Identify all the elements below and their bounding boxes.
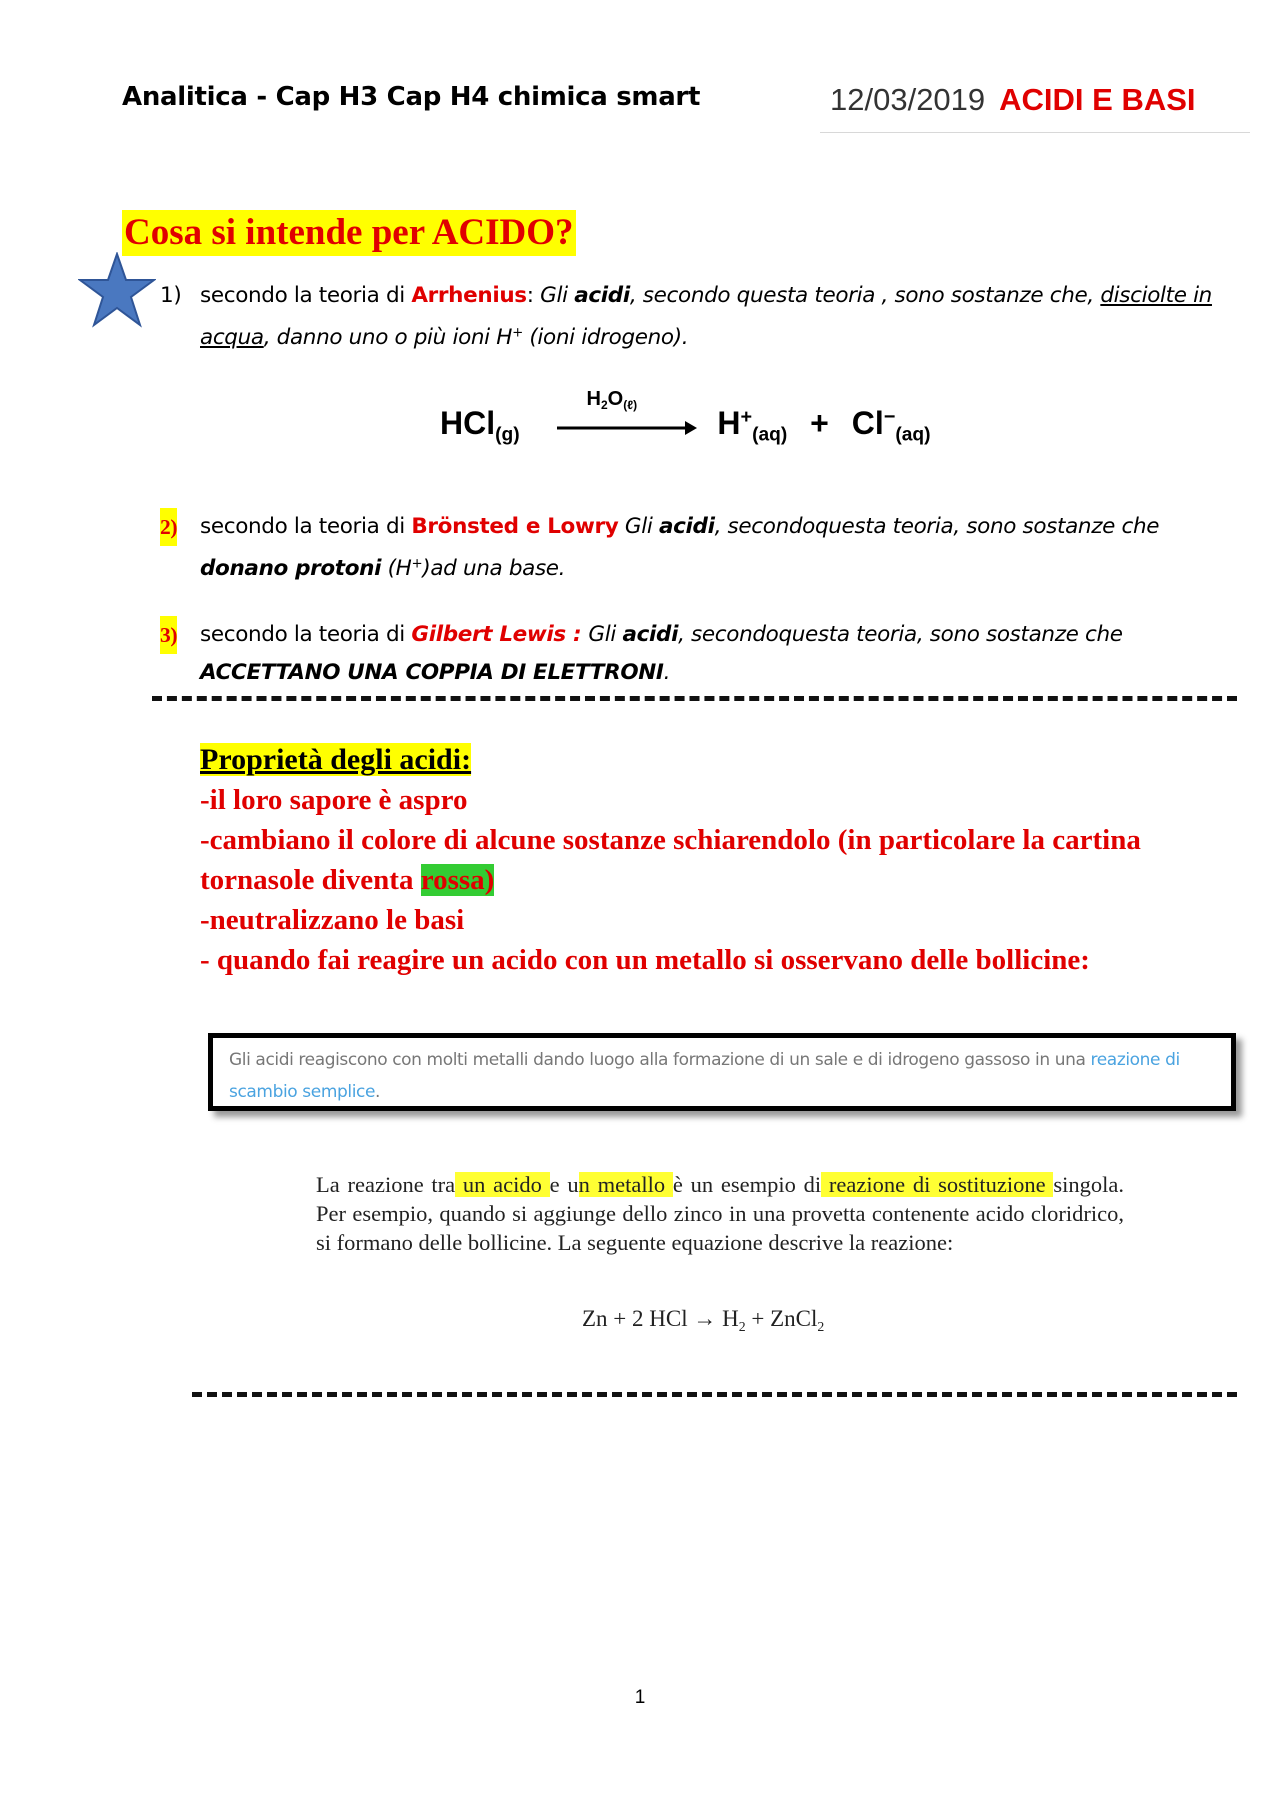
item-t3: , danno uno o più ioni H	[263, 325, 513, 351]
properties-heading: Proprietà degli acidi:	[200, 743, 472, 776]
property-line: -il loro sapore è aspro	[200, 784, 468, 816]
item-t3: (H	[381, 556, 412, 582]
item-acidi: acidi	[574, 283, 630, 308]
note-link[interactable]: reazione di scambio semplice	[229, 1050, 1180, 1102]
item-number: 3)	[160, 616, 177, 654]
theory-name: Brönsted e Lowry	[411, 514, 619, 539]
definition-bronsted-lowry	[160, 508, 1240, 588]
item-t4: (ioni idrogeno).	[522, 325, 689, 351]
eq-product2-state: (aq)	[895, 424, 931, 446]
page-number: 1	[634, 1687, 646, 1708]
item-number: 1)	[160, 283, 182, 308]
eq-reactant-state: (g)	[495, 424, 520, 446]
item-lead: secondo la teoria di	[200, 283, 412, 308]
dashed-separator	[152, 696, 1237, 701]
item-t2: , secondoquesta teoria, sono sostanze che	[678, 622, 1123, 647]
book-highlight: n metallo	[578, 1172, 673, 1197]
theory-name: Arrhenius	[411, 283, 527, 308]
arrow-label-sub: 2	[600, 397, 608, 412]
item-acidi: acidi	[622, 622, 679, 647]
note-text	[229, 1044, 1217, 1108]
book-highlight: un acido	[455, 1172, 550, 1197]
item-text	[200, 277, 1240, 357]
arrow-label	[587, 388, 638, 412]
property-line2: -cambiano il colore di alcune sostanze schiarendolo (in particolare la cartina tornasole diventa	[200, 824, 1141, 896]
eq-product2: Cl	[851, 405, 884, 441]
book-p4: singola. Per esempio, quando si aggiunge dello zinco in una provetta contenente acido cloridrico, si formano delle bollicine. La seguente equazione descrive la reazione:	[316, 1172, 1124, 1255]
metals-note-box	[208, 1033, 1236, 1111]
equation-hcl-dissociation	[440, 387, 931, 447]
arrow-icon	[557, 418, 697, 438]
item-t1: Gli	[618, 514, 659, 539]
header-rule	[820, 132, 1250, 133]
eq-plus: +	[810, 405, 829, 441]
item-t4: )ad una base.	[422, 556, 566, 582]
header-date: 12/03/2019	[830, 82, 986, 117]
definition-arrhenius	[160, 277, 1240, 357]
item-t1: Gli	[588, 622, 623, 647]
eq2-sub2: 2	[817, 1318, 825, 1334]
item-underlined: disciolte in acqua	[200, 283, 1212, 351]
eq-product1: H	[717, 405, 741, 441]
dashed-separator	[192, 1392, 1237, 1397]
book-p3: è un esempio di	[672, 1172, 822, 1197]
item-t3: .	[663, 660, 671, 685]
item-number: 2)	[160, 508, 177, 546]
reaction-arrow	[557, 387, 697, 442]
property-green-word: rossa)	[420, 864, 495, 896]
item-t2: , secondoquesta teoria, sono sostanze che	[714, 514, 1160, 539]
eq2-mid: + ZnCl	[745, 1306, 818, 1331]
eq-product1-state: (aq)	[752, 424, 788, 446]
book-excerpt	[316, 1170, 1124, 1257]
eq2-left: Zn + 2 HCl → H	[582, 1306, 739, 1331]
item-colon: :	[526, 283, 541, 308]
item-sup: +	[512, 326, 523, 341]
item-bold: ACCETTANO UNA COPPIA DI ELETTRONI	[200, 660, 664, 685]
item-acidi: acidi	[658, 514, 715, 539]
header-right	[830, 82, 1196, 118]
note-end: .	[375, 1082, 381, 1102]
note-body: Gli acidi reagiscono con molti metalli dando luogo alla formazione di un sale e di idrogeno gassoso in una	[229, 1050, 1091, 1070]
property-line: -neutralizzano le basi	[200, 904, 465, 936]
property-line-color	[200, 820, 1260, 900]
eq-product2-charge: −	[883, 406, 896, 429]
definition-lewis	[160, 616, 1240, 692]
item-lead: secondo la teoria di	[200, 622, 412, 647]
eq-product1-charge: +	[740, 406, 753, 429]
arrow-label-h: H	[586, 387, 601, 410]
eq2-sub1: 2	[738, 1318, 746, 1334]
page-title: Cosa si intende per ACIDO?	[122, 210, 576, 256]
theory-name: Gilbert Lewis :	[411, 622, 589, 647]
arrow-label-o: O	[607, 387, 624, 410]
item-text	[200, 508, 1240, 588]
equation-zinc-hcl	[582, 1306, 824, 1335]
item-bold: donano protoni	[200, 556, 382, 582]
item-t2: , secondo questa teoria , sono sostanze che,	[629, 283, 1101, 308]
property-line: - quando fai reagire un acido con un metallo si osservano delle bollicine:	[200, 944, 1090, 976]
item-sup: +	[411, 557, 423, 572]
book-p2: e u	[549, 1172, 579, 1197]
header-topic: ACIDI E BASI	[999, 82, 1196, 117]
arrow-label-state: (ℓ)	[623, 397, 638, 412]
item-lead: secondo la teoria di	[200, 514, 412, 539]
item-text	[200, 616, 1240, 692]
book-highlight: reazione di sostituzione	[821, 1172, 1054, 1197]
book-p1: La reazione tra	[316, 1172, 456, 1197]
eq-reactant: HCl	[440, 405, 496, 441]
item-t1: Gli	[540, 283, 575, 308]
acid-properties	[200, 740, 1260, 980]
star-icon	[78, 252, 156, 328]
header-course-title: Analitica - Cap H3 Cap H4 chimica smart	[122, 82, 701, 112]
